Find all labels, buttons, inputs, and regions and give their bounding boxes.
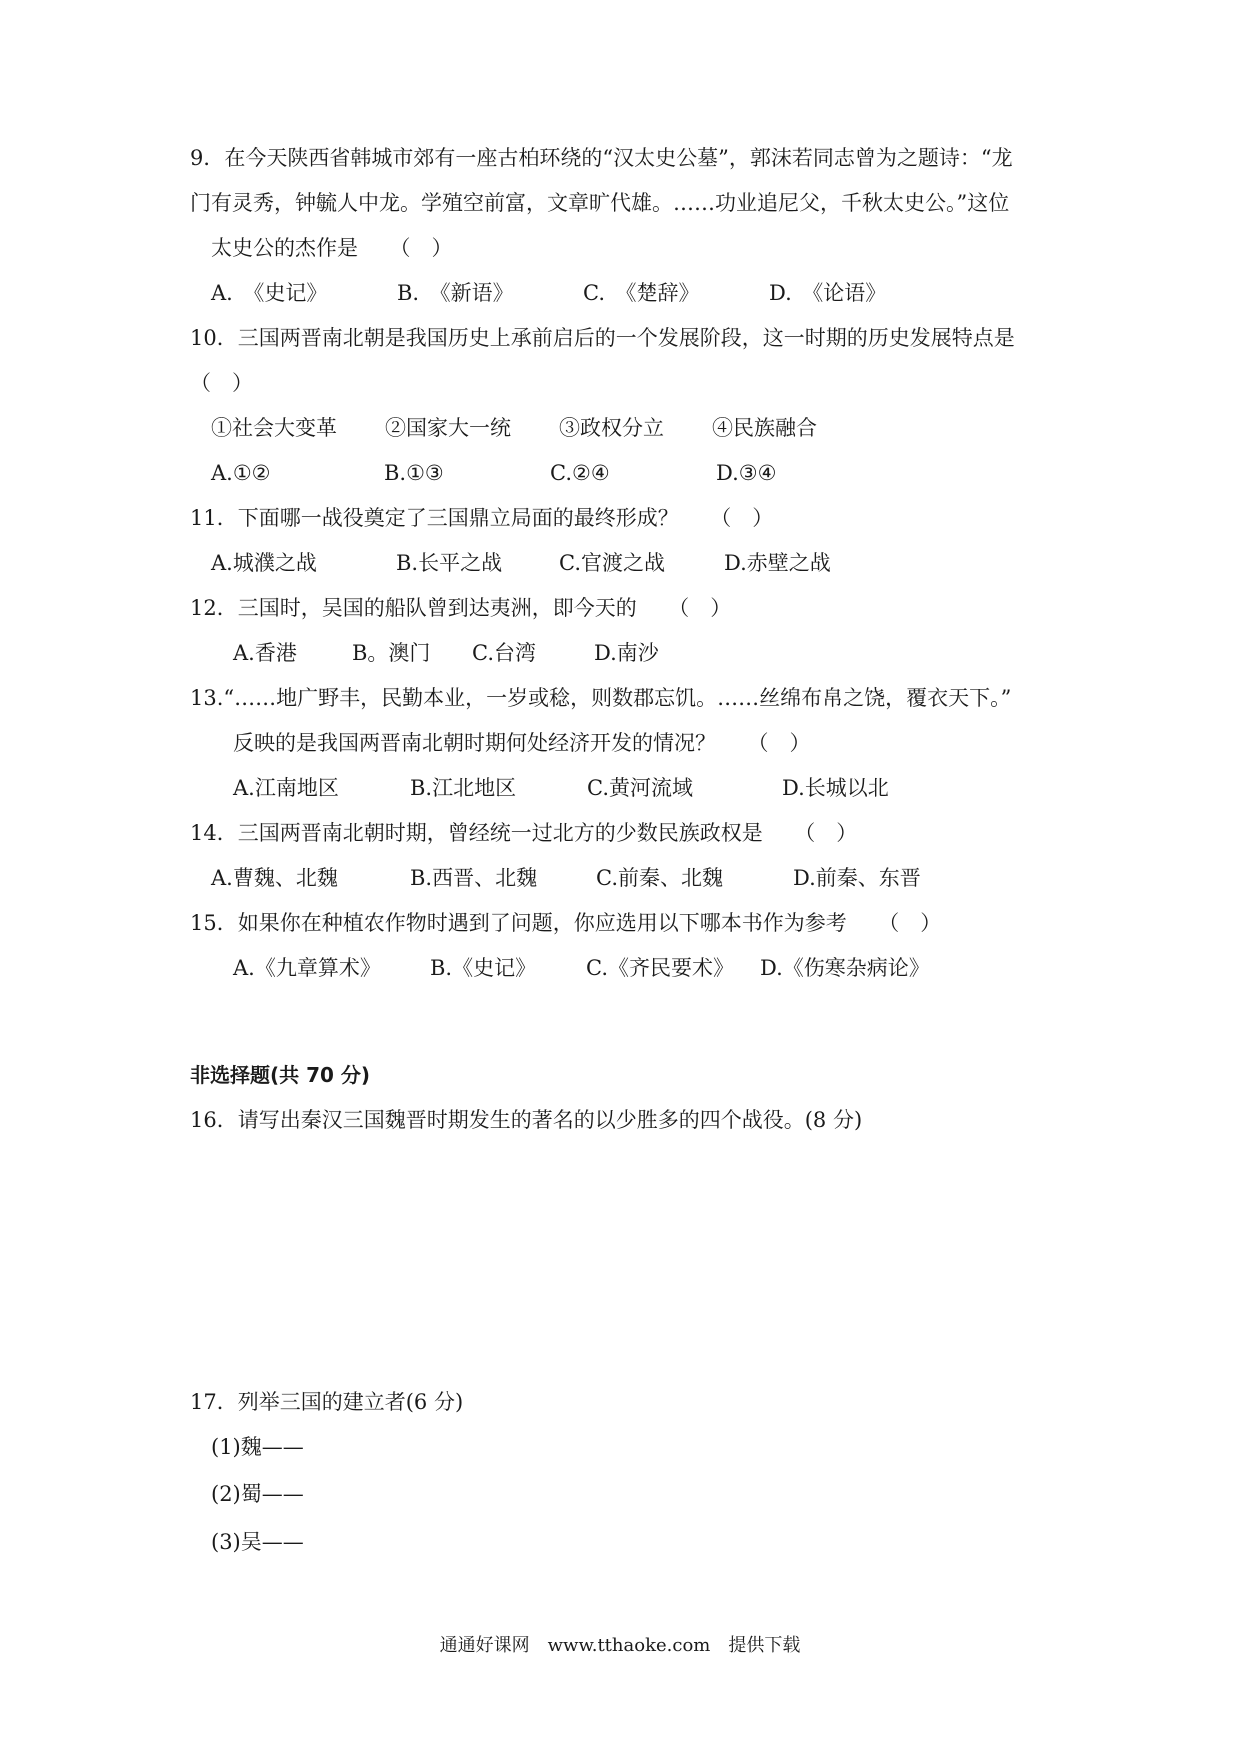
- question-9-text-line-3: 太史公的杰作是 （ ）: [211, 236, 453, 260]
- question-15-option-c: C.《齐民要术》: [586, 956, 734, 980]
- question-9-option-b: B. 《新语》: [397, 281, 514, 305]
- page-footer: 通通好课网 www.tthaoke.com 提供下载: [439, 1635, 801, 1656]
- question-11-option-a: A.城濮之战: [211, 551, 317, 575]
- question-17-text-line-1: 17．列举三国的建立者(6 分): [190, 1390, 464, 1414]
- question-10-item-4: ④民族融合: [712, 416, 817, 440]
- question-11-text-line-1: 11．下面哪一战役奠定了三国鼎立局面的最终形成？ （ ）: [190, 506, 774, 530]
- question-12-option-d: D.南沙: [594, 641, 659, 665]
- question-14-option-c: C.前秦、北魏: [596, 866, 723, 890]
- question-12-text-line-1: 12．三国时，吴国的船队曾到达夷洲，即今天的 （ ）: [190, 596, 732, 620]
- question-12-option-a: A.香港: [233, 641, 297, 665]
- question-15-text-line-1: 15．如果你在种植农作物时遇到了问题，你应选用以下哪本书作为参考 （ ）: [190, 911, 942, 935]
- question-14-option-a: A.曹魏、北魏: [211, 866, 338, 890]
- question-9-option-d: D. 《论语》: [769, 281, 887, 305]
- question-13-text-line-2: 反映的是我国两晋南北朝时期何处经济开发的情况？ （ ）: [233, 731, 811, 755]
- section-heading: 非选择题(共 70 分): [190, 1063, 371, 1087]
- question-13-option-c: C.黄河流域: [587, 776, 693, 800]
- question-9-text-line-1: 9．在今天陕西省韩城市郊有一座古柏环绕的“汉太史公墓”，郭沫若同志曾为之题诗：“龙: [190, 146, 1013, 170]
- question-10-item-1: ①社会大变革: [211, 416, 337, 440]
- question-16-text-line-1: 16．请写出秦汉三国魏晋时期发生的著名的以少胜多的四个战役。(8 分): [190, 1108, 863, 1132]
- question-15-option-d: D.《伤寒杂病论》: [760, 956, 930, 980]
- question-10-text-line-2: （ ）: [190, 371, 253, 395]
- answer-space: [190, 1150, 1050, 1380]
- question-13-option-d: D.长城以北: [782, 776, 889, 800]
- question-12-option-c: C.台湾: [472, 641, 536, 665]
- question-15-option-b: B.《史记》: [430, 956, 537, 980]
- question-10-text-line-1: 10．三国两晋南北朝是我国历史上承前启后的一个发展阶段，这一时期的历史发展特点是: [190, 326, 1015, 350]
- question-11-option-b: B.长平之战: [396, 551, 503, 575]
- question-17-item-2: (2)蜀——: [211, 1482, 304, 1506]
- question-13-text-line-1: 13.“……地广野丰，民勤本业，一岁或稔，则数郡忘饥。……丝绵布帛之饶，覆衣天下。”: [190, 686, 1012, 710]
- question-17-item-3: (3)吴——: [211, 1530, 304, 1554]
- question-10-item-2: ②国家大一统: [385, 416, 511, 440]
- question-9-option-c: C. 《楚辞》: [583, 281, 700, 305]
- question-14-text-line-1: 14．三国两晋南北朝时期，曾经统一过北方的少数民族政权是 （ ）: [190, 821, 858, 845]
- question-11-option-d: D.赤壁之战: [724, 551, 831, 575]
- question-9-text-line-2: 门有灵秀，钟毓人中龙。学殖空前富，文章旷代雄。……功业追尼父，千秋太史公。”这位: [190, 191, 1010, 215]
- question-13-option-b: B.江北地区: [410, 776, 517, 800]
- question-14-option-d: D.前秦、东晋: [793, 866, 921, 890]
- question-13-option-a: A.江南地区: [233, 776, 339, 800]
- question-17-item-1: (1)魏——: [211, 1435, 304, 1459]
- question-10-option-d: D.③④: [716, 461, 777, 485]
- question-10-option-a: A.①②: [211, 461, 271, 485]
- question-15-option-a: A.《九章算术》: [233, 956, 381, 980]
- question-10-option-c: C.②④: [550, 461, 610, 485]
- question-10-option-b: B.①③: [384, 461, 444, 485]
- question-12-option-b: B。澳门: [352, 641, 431, 665]
- question-10-item-3: ③政权分立: [559, 416, 664, 440]
- question-11-option-c: C.官渡之战: [559, 551, 665, 575]
- question-9-option-a: A. 《史记》: [211, 281, 328, 305]
- question-14-option-b: B.西晋、北魏: [410, 866, 538, 890]
